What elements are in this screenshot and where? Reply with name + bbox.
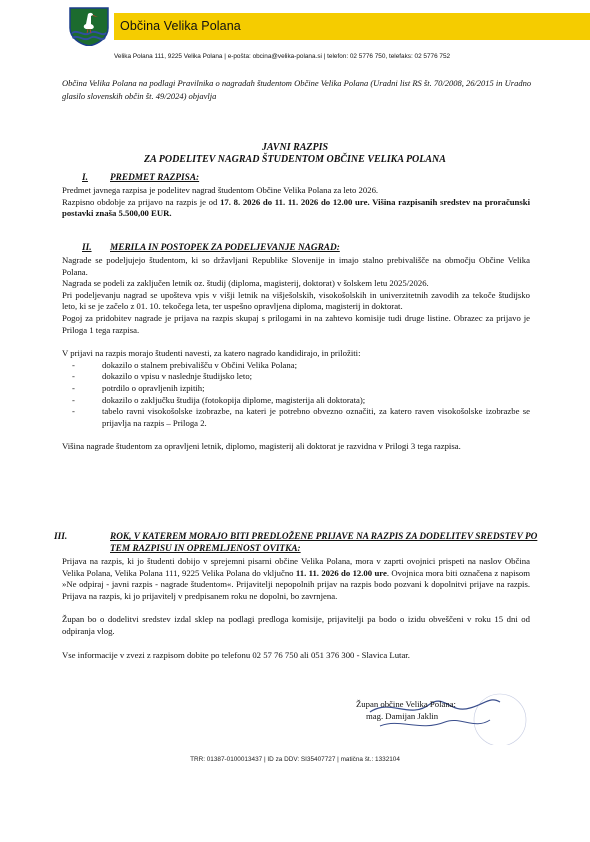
signatory-role: Župan občine Velika Polana: <box>356 699 456 709</box>
list-item-text: dokazilo o stalnem prebivališču v Občini Velika Polana; <box>102 359 298 370</box>
period-lead-text: Razpisno obdobje za prijavo na razpis je od <box>62 196 221 207</box>
intro-paragraph: Občina Velika Polana na podlagi Pravilnika o nagradah študentom Občine Velika Polana (Uradni list RS št. 70/2008, 26/2015 in Uradno glasilo slovenskih občin št. 49/2024) objavlja <box>62 78 532 101</box>
list-item: - potrdilo o opravljenih izpitih; <box>72 382 205 393</box>
section-3-body <box>62 556 530 661</box>
footer-line: TRR: 01387-0100013437 | ID za DDV: SI35407727 | matična št.: 1332104 <box>190 756 400 763</box>
deadline-tail-text: . Ovojnica mora biti označena z napisom »Ne odpiraj - javni razpis - nagrade študentom«. Prijavitelji nepopolnih prijav na razpis bodo pozvani k dopolnitvi prijave na razpis. Prijava na razpis, ki jo prijavitelj v predpisanem roku ne dopolni, bo zavrnjena. <box>62 567 531 601</box>
section-3-number: III. <box>54 532 68 542</box>
list-item: - dokazilo o vpisu v naslednje študijsko leto; <box>72 371 253 382</box>
section-2-paragraph-2: Nagrada se podeli za zaključen letnik oz. študij (diploma, magisterij, doktorat) v šolskem letu 2025/2026. <box>62 278 429 289</box>
list-item: - dokazilo o stalnem prebivališču v Občini Velika Polana; <box>72 359 298 370</box>
section-2-title: MERILA IN POSTOPEK ZA PODELJEVANJE NAGRAD: <box>110 243 340 253</box>
section-3-paragraph-3: Vse informacije v zvezi z razpisom dobite po telefonu 02 57 76 750 ali 051 376 300 - Slavica Lutar. <box>62 649 410 660</box>
section-2-number: II. <box>82 243 92 253</box>
attachments-list <box>62 360 530 430</box>
section-1-period-paragraph <box>62 197 530 220</box>
section-1-number: I. <box>82 173 88 183</box>
section-2-body <box>62 255 530 453</box>
section-2-paragraph-6: Višina nagrade študentom za opravljeni letnik, diplomo, magisterij ali doktorat je razvidna v Prilogi 3 tega razpisa. <box>62 441 461 452</box>
org-name: Občina Velika Polana <box>120 19 241 33</box>
title-line-2: ZA PODELITEV NAGRAD ŠTUDENTOM OBČINE VELIKA POLANA <box>144 153 446 165</box>
section-3-heading <box>54 532 550 555</box>
section-3-paragraph-2: Župan bo o dodelitvi sredstev izdal sklep na podlagi predloga komisije, prijavitelji pa bodo o izidu obveščeni v roku 15 dni od odpiranja vlog. <box>62 614 530 636</box>
list-item-text: tabelo ravni visokošolske izobrazbe, na kateri je potrebno obvezno označiti, za katero raven visokošolske izobrazbe se prijavlja na razpis – Priloga 2. <box>102 406 530 428</box>
list-item: - tabelo ravni visokošolske izobrazbe, na kateri je potrebno obvezno označiti, za katero raven visokošolske izobrazbe se prijavlja na razpis – Priloga 2. <box>72 406 530 428</box>
signatory-name: mag. Damijan Jaklin <box>366 711 439 721</box>
signature-block <box>356 698 456 722</box>
section-1-body <box>62 185 530 220</box>
section-1-paragraph: Predmet javnega razpisa je podelitev nagrad študentom Občine Velika Polana za leto 2026. <box>62 185 379 195</box>
section-2-paragraph-5: V prijavi na razpis morajo študenti navesti, za katero nagrado kandidirajo, in priložiti: <box>62 348 361 359</box>
section-2-heading <box>82 243 340 255</box>
section-2-paragraph-4: Pogoj za pridobitev nagrade je prijava na razpis skupaj s prilogami in na zahtevo komisije tudi druge listine. Obrazec za prijavo je Priloga 1 tega razpisa. <box>62 312 530 335</box>
period-bold-text: 17. 8. 2026 do 11. 11. 2026 do 12.00 ure. Višina razpisanih sredstev na proračunski postavki znaša 5.500,00 EUR. <box>62 196 530 219</box>
list-item-text: dokazilo o zaključku študija (fotokopija diplome, magisterija ali doktorata); <box>102 394 366 405</box>
section-2-paragraph-1: Nagrade se podeljujejo študentom, ki so državljani Republike Slovenije in imajo stalno prebivališče na območju Občine Velika Polana. <box>62 255 530 277</box>
deadline-bold-text: 11. 11. 2026 do 12.00 ure <box>295 567 387 578</box>
section-2-paragraph-3: Pri podeljevanju nagrad se upošteva vpis v višji letnik na višješolskih, visokošolskih in univerzitetnih zavodih za tekoče študijsko leto, ki se je začelo z 01. 10. tekočega leta, ter uspešno opravljena diploma, magisterij in doktorat. <box>62 289 530 312</box>
document-title <box>62 142 528 165</box>
list-item-text: potrdilo o opravljenih izpitih; <box>102 382 205 393</box>
title-line-1: JAVNI RAZPIS <box>261 142 329 153</box>
section-1-heading <box>82 173 199 185</box>
section-3-title: ROK, V KATEREM MORAJO BITI PREDLOŽENE PRIJAVE NA RAZPIS ZA DODELITEV SREDSTEV PO TEM RAZPISU IN OPREMLJENOST OVITKA: <box>110 532 538 554</box>
section-1-title: PREDMET RAZPISA: <box>110 173 200 183</box>
deadline-lead-text: Prijava na razpis, ki jo študenti dobijo v sprejemni pisarni občine Velika Polana, mora v zaprti ovojnici prispeti na naslov Občina Velika Polana, Velika Polana 111, 9225 Velika Polana do vključno <box>62 556 530 578</box>
list-item: - dokazilo o zaključku študija (fotokopija diplome, magisterija ali doktorata); <box>72 394 366 405</box>
contact-line: Velika Polana 111, 9225 Velika Polana | e-pošta: obcina@velika-polana.si | telefon: 02 5776 750, telefaks: 02 5776 752 <box>114 53 451 60</box>
section-3-paragraph-1 <box>62 556 530 602</box>
list-item-text: dokazilo o vpisu v naslednje študijsko leto; <box>102 371 253 382</box>
municipal-crest-icon <box>64 6 114 46</box>
